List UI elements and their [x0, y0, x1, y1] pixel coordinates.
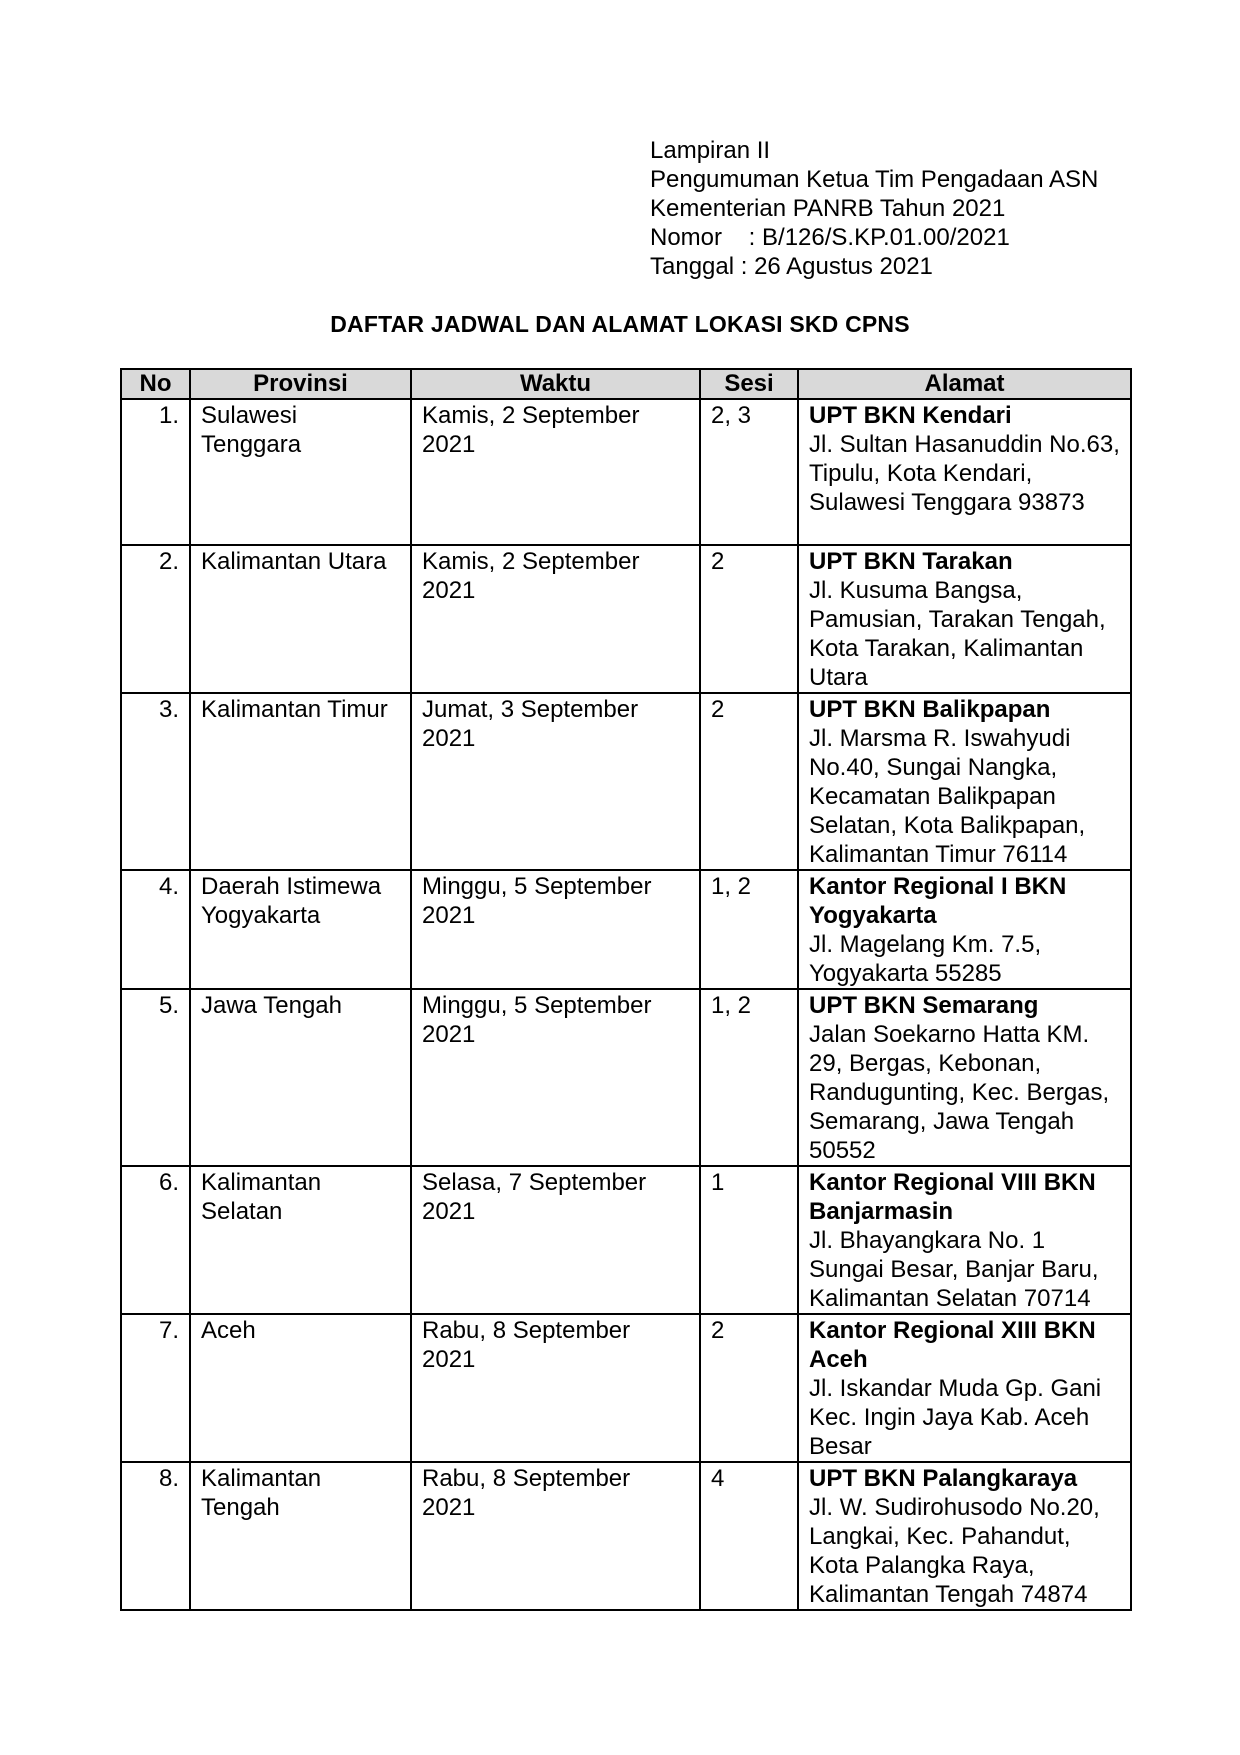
column-header-sesi: Sesi [700, 369, 798, 399]
row-number: 2. [121, 545, 190, 693]
table-row [121, 1166, 1131, 1314]
time-cell: Selasa, 7 September 2021 [411, 1166, 700, 1314]
location-name: Kantor Regional I BKN Yogyakarta [809, 873, 1067, 929]
location-name: Kantor Regional XIII BKN Aceh [809, 1317, 1096, 1373]
location-address: Jl. Iskandar Muda Gp. Gani Kec. Ingin Jaya Kab. Aceh Besar [809, 1375, 1102, 1460]
address-cell [798, 1462, 1131, 1610]
session-cell: 1, 2 [700, 989, 798, 1166]
document-number: Nomor : B/126/S.KP.01.00/2021 [650, 224, 1010, 251]
schedule-table [120, 368, 1132, 1611]
table-row [121, 1462, 1131, 1610]
row-number: 1. [121, 399, 190, 545]
column-header-alamat: Alamat [798, 369, 1131, 399]
province-cell: Sulawesi Tenggara [190, 399, 411, 545]
time-cell: Kamis, 2 September 2021 [411, 399, 700, 545]
document-date: Tanggal : 26 Agustus 2021 [650, 253, 933, 280]
location-address: Jl. Bhayangkara No. 1 Sungai Besar, Banjar Baru, Kalimantan Selatan 70714 [809, 1227, 1099, 1312]
location-address: Jalan Soekarno Hatta KM. 29, Bergas, Kebonan, Randugunting, Kec. Bergas, Semarang, Jawa Tengah 50552 [809, 1021, 1110, 1164]
session-cell: 4 [700, 1462, 798, 1610]
page-title: DAFTAR JADWAL DAN ALAMAT LOKASI SKD CPNS [330, 311, 910, 337]
location-name: UPT BKN Kendari [809, 402, 1012, 429]
location-name: UPT BKN Palangkaraya [809, 1465, 1078, 1492]
province-cell: Kalimantan Tengah [190, 1462, 411, 1610]
row-number: 8. [121, 1462, 190, 1610]
province-cell: Kalimantan Utara [190, 545, 411, 693]
table-header-row [121, 369, 1131, 399]
session-cell: 2 [700, 1314, 798, 1462]
announcement-label: Pengumuman Ketua Tim Pengadaan ASN [650, 166, 1099, 193]
address-cell [798, 989, 1131, 1166]
location-address: Jl. Magelang Km. 7.5, Yogyakarta 55285 [809, 931, 1042, 987]
location-address: Jl. Sultan Hasanuddin No.63, Tipulu, Kota Kendari, Sulawesi Tenggara 93873 [809, 431, 1120, 516]
province-cell: Kalimantan Selatan [190, 1166, 411, 1314]
location-name: Kantor Regional VIII BKN Banjarmasin [809, 1169, 1096, 1225]
ministry-label: Kementerian PANRB Tahun 2021 [650, 195, 1006, 222]
table-row [121, 545, 1131, 693]
row-number: 4. [121, 870, 190, 989]
session-cell: 2 [700, 545, 798, 693]
time-cell: Kamis, 2 September 2021 [411, 545, 700, 693]
row-number: 6. [121, 1166, 190, 1314]
row-number: 7. [121, 1314, 190, 1462]
row-number: 3. [121, 693, 190, 870]
session-cell: 1, 2 [700, 870, 798, 989]
column-header-no: No [121, 369, 190, 399]
session-cell: 1 [700, 1166, 798, 1314]
province-cell: Kalimantan Timur [190, 693, 411, 870]
attachment-label: Lampiran II [650, 137, 771, 164]
location-address: Jl. W. Sudirohusodo No.20, Langkai, Kec. Pahandut, Kota Palangka Raya, Kalimantan Tengah 74874 [809, 1494, 1100, 1608]
column-header-provinsi: Provinsi [190, 369, 411, 399]
province-cell: Daerah Istimewa Yogyakarta [190, 870, 411, 989]
session-cell: 2 [700, 693, 798, 870]
location-address: Jl. Kusuma Bangsa, Pamusian, Tarakan Tengah, Kota Tarakan, Kalimantan Utara [809, 577, 1106, 691]
table-row [121, 989, 1131, 1166]
location-name: UPT BKN Semarang [809, 992, 1039, 1019]
time-cell: Jumat, 3 September 2021 [411, 693, 700, 870]
time-cell: Rabu, 8 September 2021 [411, 1462, 700, 1610]
time-cell: Minggu, 5 September 2021 [411, 870, 700, 989]
address-cell [798, 1314, 1131, 1462]
address-cell [798, 870, 1131, 989]
session-cell: 2, 3 [700, 399, 798, 545]
address-cell [798, 545, 1131, 693]
table-row [121, 870, 1131, 989]
province-cell: Jawa Tengah [190, 989, 411, 1166]
address-cell [798, 693, 1131, 870]
province-cell: Aceh [190, 1314, 411, 1462]
time-cell: Minggu, 5 September 2021 [411, 989, 700, 1166]
document-header [650, 136, 1098, 281]
row-number: 5. [121, 989, 190, 1166]
address-cell [798, 399, 1131, 545]
location-address: Jl. Marsma R. Iswahyudi No.40, Sungai Nangka, Kecamatan Balikpapan Selatan, Kota Balikpapan, Kalimantan Timur 76114 [809, 725, 1086, 868]
table-row [121, 1314, 1131, 1462]
table-row [121, 399, 1131, 545]
location-name: UPT BKN Balikpapan [809, 696, 1051, 723]
table-row [121, 693, 1131, 870]
location-name: UPT BKN Tarakan [809, 548, 1013, 575]
address-cell [798, 1166, 1131, 1314]
time-cell: Rabu, 8 September 2021 [411, 1314, 700, 1462]
column-header-waktu: Waktu [411, 369, 700, 399]
